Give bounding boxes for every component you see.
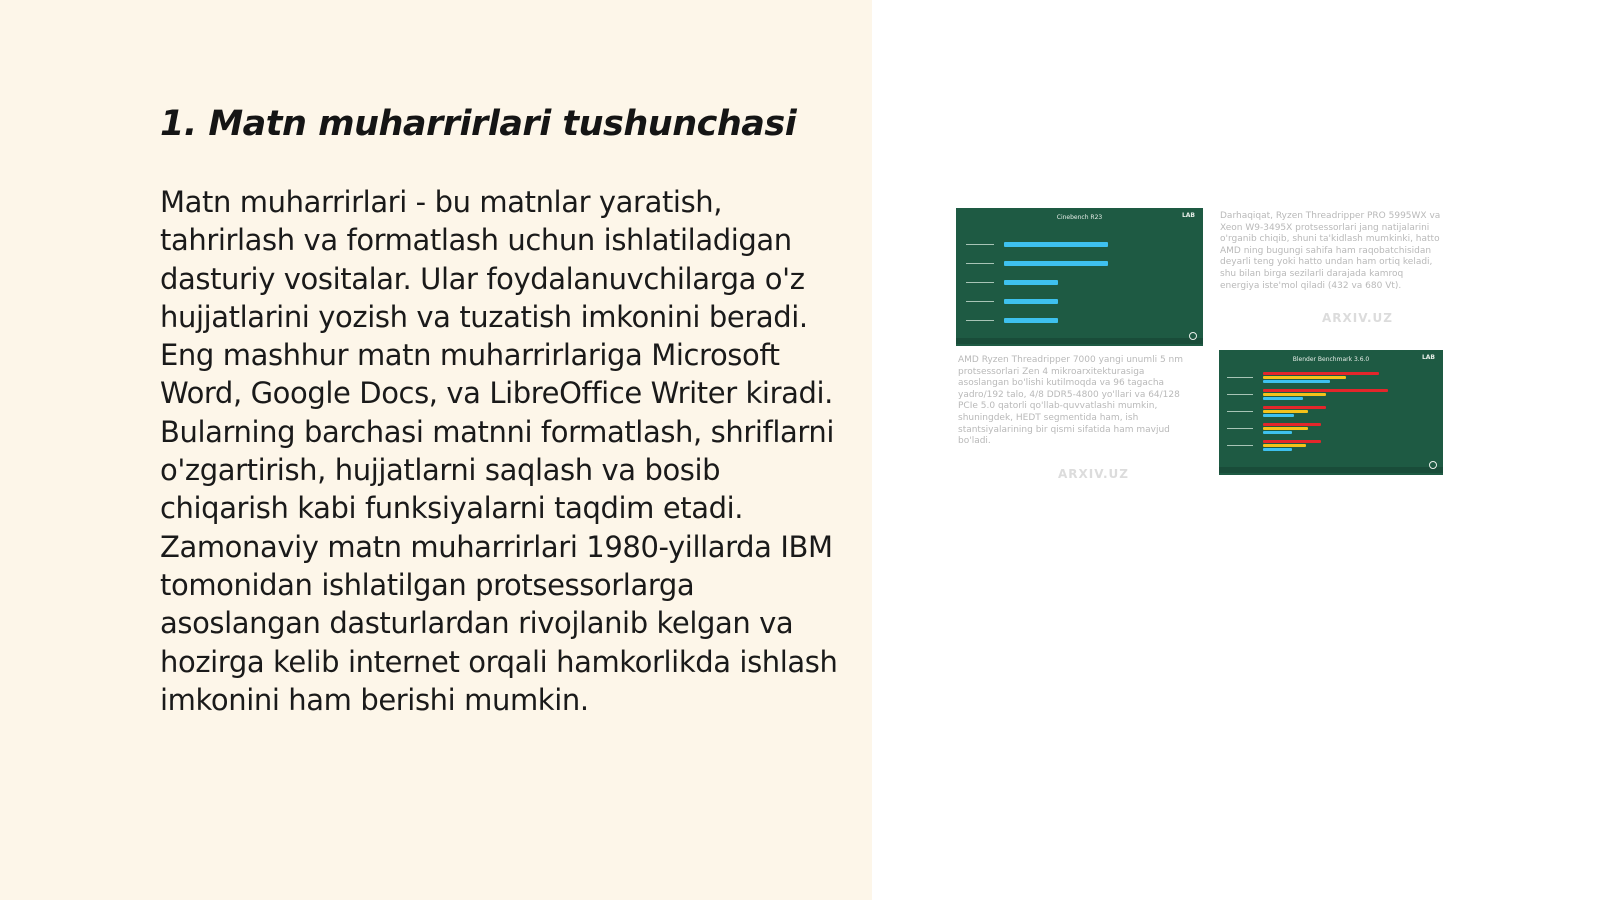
chart-bar-label (1227, 445, 1253, 446)
chart-bar-label (1227, 377, 1253, 378)
slide-body-text: Matn muharrirlari - bu matnlar yaratish, tahrirlash va formatlash uchun ishlatiladigan dasturiy vositalar. Ular foydalanuvchilarga o'z hujjatlarini yozish va tuzatish imkonini beradi. Eng mashhur matn muharrirlariga Microsoft Word, Google Docs, va LibreOffice Writer kiradi. Bularning barchasi matnni formatlash, shriflarni o'zgartirish, hujjatlarni saqlash va bosib chiqarish kabi funksiyalarni taqdim etadi. Zamonaviy matn muharrirlari 1980-yillarda IBM tomonidan ishlatilgan protsessorlarga asoslangan dasturlardan rivojlanib kelgan va hozirga kelib internet orqali hamkorlikda ishlash imkonini ham berishi mumkin. (160, 185, 838, 717)
slide-title: 1. Matn muharrirlari tushunchasi (160, 104, 797, 144)
chart-bar (1263, 431, 1292, 434)
chart-bar (1263, 393, 1326, 396)
chart-bar (1263, 423, 1321, 426)
chart-bar (1004, 261, 1108, 266)
watermark-logo: ARXIV.UZ (1058, 467, 1129, 481)
chart-bar-label (1227, 411, 1253, 412)
thumbnail-text-block: Darhaqiqat, Ryzen Threadripper PRO 5995WX va Xeon W9-3495X protsessorlari jang natijalarini o'rganib chiqib, shuni ta'kidlash mumkinki, hatto AMD ning bugungi sahifa ham raqobatchisidan deyarli teng yoki hatto undan ham ortiq keladi, shu bilan birga sezilarli darajada kamroq energiya iste'mol qiladi (432 va 680 Vt). (1220, 211, 1441, 291)
benchmark-chart-thumbnail (1219, 350, 1443, 475)
chart-bar-label (966, 244, 994, 245)
chart-bar (1263, 397, 1303, 400)
chart-bar (1004, 318, 1058, 323)
chart-bar (1263, 376, 1346, 379)
chart-thumbnail-caption (1219, 467, 1443, 473)
chart-bar (1004, 280, 1058, 285)
chart-bar (1004, 242, 1108, 247)
chart-bar-label (966, 282, 994, 283)
chart-bar-label (1227, 394, 1253, 395)
chart-thumbnail-logo: LAB (1181, 212, 1195, 219)
chart-bar-label (1227, 428, 1253, 429)
watermark-logo: ARXIV.UZ (1322, 311, 1393, 325)
chart-thumbnail-title: Cinebench R23 (1056, 214, 1103, 221)
chart-bar-label (966, 301, 994, 302)
chart-bar (1263, 414, 1294, 417)
chart-thumbnail-title: Blender Benchmark 3.6.0 (1292, 356, 1370, 363)
gear-icon (1189, 332, 1197, 340)
chart-bar (1263, 410, 1308, 413)
chart-bar (1263, 440, 1321, 443)
benchmark-chart-thumbnail (956, 208, 1203, 346)
chart-thumbnail-logo: LAB (1421, 354, 1435, 361)
gear-icon (1429, 461, 1437, 469)
chart-bar (1263, 372, 1379, 375)
chart-thumbnail-caption (956, 338, 1203, 344)
chart-bar-label (966, 320, 994, 321)
chart-bar (1263, 380, 1330, 383)
chart-bar (1263, 406, 1326, 409)
chart-bar (1263, 448, 1292, 451)
chart-bar (1004, 299, 1058, 304)
chart-bar (1263, 444, 1306, 447)
chart-bar (1263, 389, 1388, 392)
chart-bar (1263, 427, 1308, 430)
thumbnail-text-block: AMD Ryzen Threadripper 7000 yangi unumli 5 nm protsessorlari Zen 4 mikroarxitekturasiga asoslangan bo'lishi kutilmoqda va 96 tagacha yadro/192 talo, 4/8 DDR5-4800 yo'llari va 64/128 PCIe 5.0 qatorli qo'llab-quvvatlashi mumkin, shuningdek, HEDT segmentida ham, ish stantsiyalarining bir qismi sifatida ham mavjud bo'ladi. (958, 355, 1184, 447)
chart-bar-label (966, 263, 994, 264)
